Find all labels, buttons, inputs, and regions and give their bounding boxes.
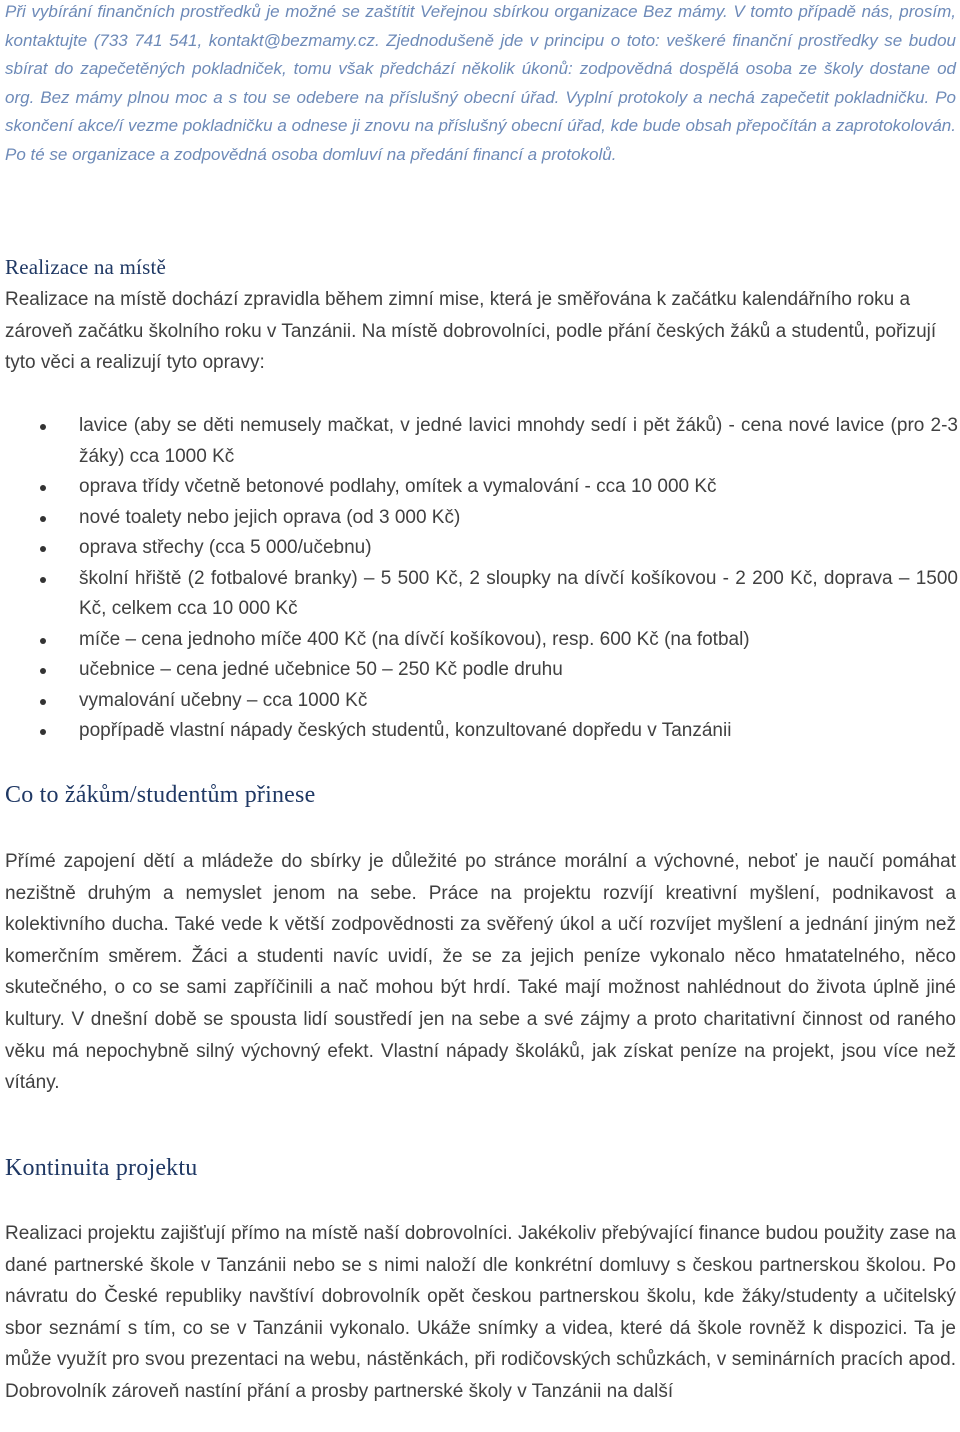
- section-heading-realizace: Realizace na místě: [5, 255, 167, 279]
- intro-text-after-email: . Zjednodušeně jde v principu o toto: veškeré finanční prostředky se budou sbírat do zapečetěných pokladniček, tomu však předchází několik úkonů: zodpovědná dospělá osoba ze školy dostane od org. Bez mámy plnou moc a s tou se odebere na příslušný obecní úřad. Vyplní protokoly a nechá zapečetit pokladničku. Po skončení akce/í vezme pokladničku a odnese ji znovu na příslušný obecní úřad, kde bude obsah přepočítán a zaprotokolován. Po té se organizace a zodpovědná osoba domluví na předání financí a protokolů.: [5, 30, 956, 164]
- list-item-text: vymalování učebny – cca 1000 Kč: [79, 689, 368, 711]
- intro-text-before-email: Při vybírání finančních prostředků je možné se zaštítit Veřejnou sbírkou organizace Bez mámy. V tomto případě nás, prosím, kontaktujte (733 741 541,: [5, 2, 956, 50]
- bullet-icon: [40, 546, 46, 552]
- section-heading-kontinuita: Kontinuita projektu: [5, 1155, 198, 1181]
- list-item: [0, 686, 958, 717]
- list-item: [0, 564, 958, 625]
- co-to-prinese-paragraph: Přímé zapojení dětí a mládeže do sbírky je důležité po stránce morální a výchovné, neboť je naučí pomáhat nezištně druhým a nemyslet jenom na sebe. Práce na projektu rozvíjí kreativní myšlení, podnikavost a kolektivního ducha. Také vede k větší zodpovědnosti za svěřený úkol a učí rozvíjet myšlení a jednání jiným než komerčním směrem. Žáci a studenti navíc uvidí, že se za jejich peníze vykonalo něco hmatatelného, něco skutečného, o co se sami zapříčinili a nač mohou být hrdí. Také mají možnost nahlédnout do života úplně jiné kultury. V dnešní době se spousta lidí soustředí jen na sebe a své zájmy a proto charitativní činnost od raného věku má nepochybně silný výchovný efekt. Vlastní nápady školáků, jak získat peníze na projekt, jsou více než vítány.: [5, 851, 956, 1094]
- list-item-text: oprava třídy včetně betonové podlahy, omítek a vymalování - cca 10 000 Kč: [79, 476, 717, 497]
- bullet-icon: [40, 485, 46, 491]
- list-item: [0, 625, 958, 656]
- bullet-icon: [40, 424, 46, 430]
- list-item-text: popřípadě vlastní nápady českých studentů, konzultované dopředu v Tanzánii: [79, 720, 732, 741]
- list-item: [0, 472, 958, 503]
- realizace-paragraph: Realizace na místě dochází zpravidla během zimní mise, která je směřována k začátku kalendářního roku a zároveň začátku školního roku v Tanzánii. Na místě dobrovolníci, podle přání českých žáků a studentů, pořizují tyto věci a realizují tyto opravy:: [5, 289, 937, 373]
- bullet-icon: [40, 729, 46, 735]
- contact-email-link[interactable]: kontakt@bezmamy.cz: [208, 30, 375, 50]
- realizace-bullet-list: [0, 411, 958, 747]
- list-item-text: školní hřiště (2 fotbalové branky) – 5 500 Kč, 2 sloupky na dívčí košíkovou - 2 200 Kč, doprava – 1500 Kč, celkem cca 10 000 Kč: [79, 567, 958, 619]
- list-item: [0, 411, 958, 472]
- list-item-text: nové toalety nebo jejich oprava (od 3 000 Kč): [79, 506, 461, 528]
- section-heading-co-to-prinese: Co to žákům/studentům přinese: [5, 782, 316, 808]
- bullet-icon: [40, 699, 46, 705]
- bullet-icon: [40, 516, 46, 522]
- list-item-text: oprava střechy (cca 5 000/učebnu): [79, 537, 372, 558]
- list-item-text: lavice (aby se děti nemusely mačkat, v jedné lavici mnohdy sedí i pět žáků) - cena nové lavice (pro 2-3 žáky) cca 1000 Kč: [79, 415, 958, 467]
- list-item: [0, 533, 958, 564]
- intro-paragraph: [5, 0, 956, 169]
- list-item: [0, 503, 958, 534]
- list-item: [0, 655, 958, 686]
- kontinuita-paragraph: Realizaci projektu zajišťují přímo na místě naší dobrovolníci. Jakékoliv přebývající finance budou použity zase na dané partnerské škole v Tanzánii nebo se s nimi naloží dle konkrétní domluvy s českou partnerskou školou. Po návratu do České republiky navštíví dobrovolník opět českou partnerskou školu, kde žáky/studenty a učitelský sbor seznámí s tím, co se v Tanzánii vykonalo. Ukáže snímky a videa, které dá škole rovněž k dispozici. Ta je může využít pro svou prezentaci na webu, nástěnkách, při rodičovských schůzkách, v seminárních pracích apod. Dobrovolník zároveň nastíní přání a prosby partnerské školy v Tanzánii na další: [5, 1223, 956, 1402]
- list-item: [0, 716, 958, 747]
- list-item-text: učebnice – cena jedné učebnice 50 – 250 Kč podle druhu: [79, 659, 563, 680]
- bullet-icon: [40, 668, 46, 674]
- bullet-icon: [40, 577, 46, 583]
- bullet-icon: [40, 638, 46, 644]
- list-item-text: míče – cena jednoho míče 400 Kč (na dívčí košíkovou), resp. 600 Kč (na fotbal): [79, 628, 750, 650]
